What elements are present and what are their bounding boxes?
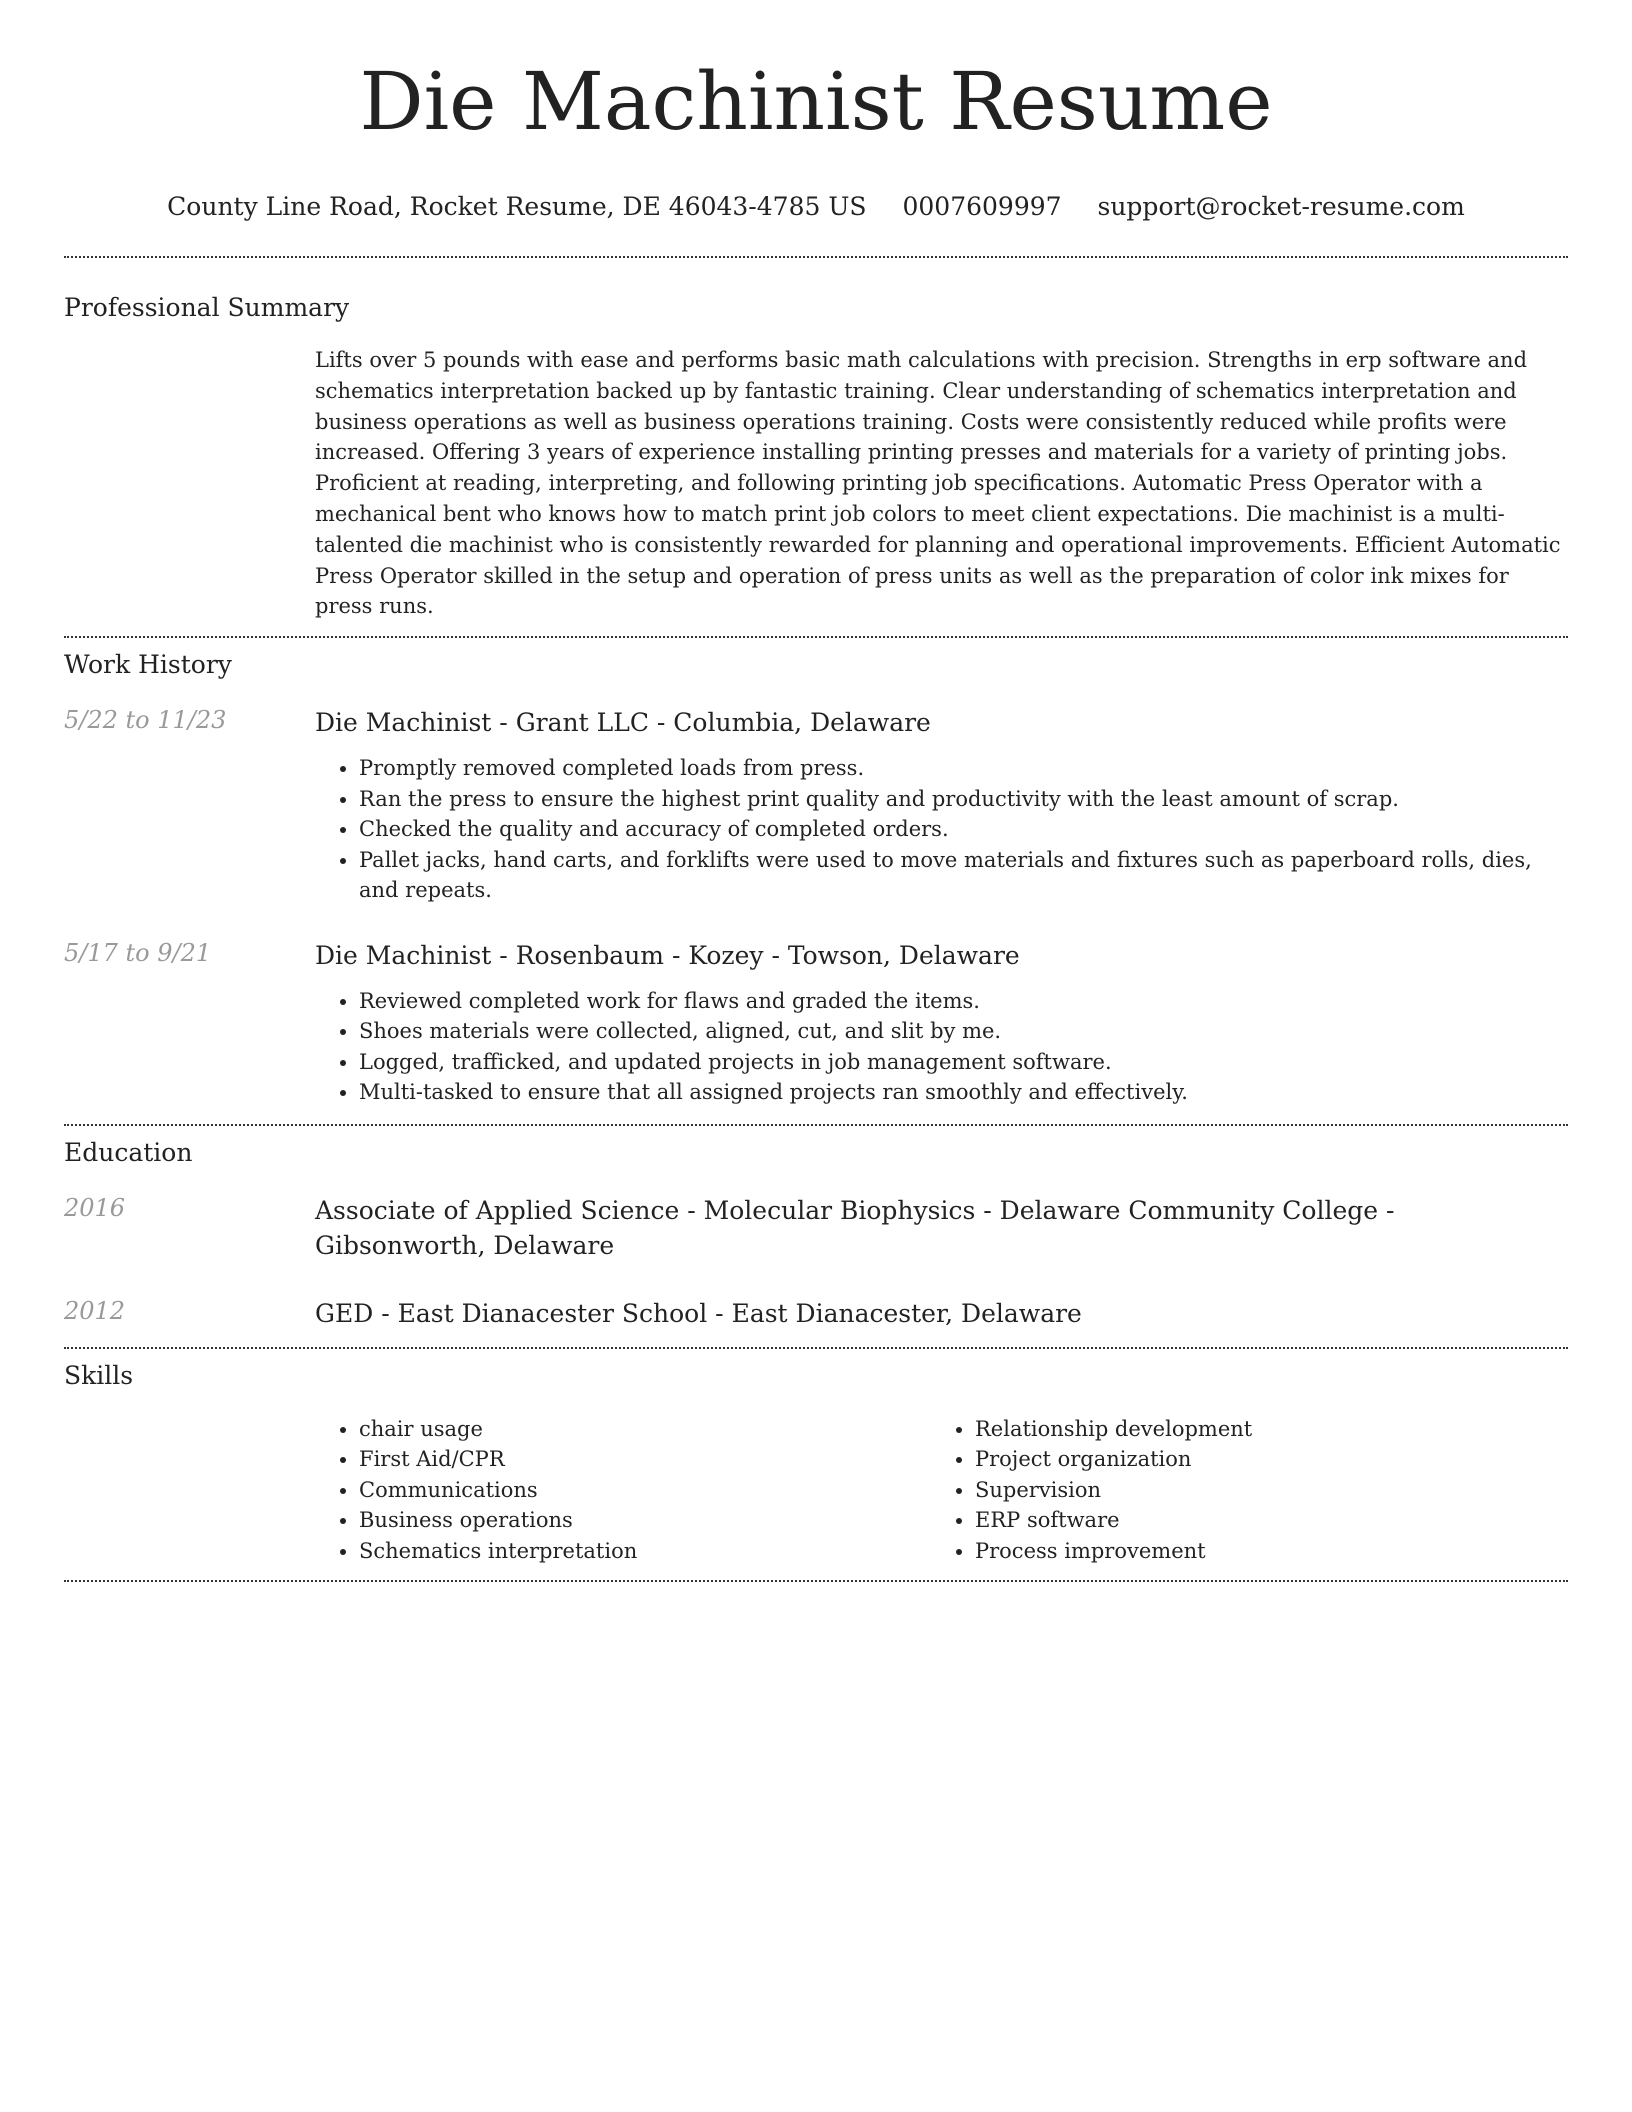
skill-item: • chair usage [359, 1414, 931, 1445]
work-section [64, 638, 1568, 1108]
resume-title: Die Machinist Resume [359, 55, 1273, 148]
skill-item: • Relationship development [975, 1414, 1547, 1445]
job-bullets [315, 753, 1568, 906]
job-dates: 5/17 to 9/21 [64, 938, 212, 967]
skill-item: • Business operations [359, 1505, 931, 1536]
education-entry [64, 1296, 1568, 1331]
education-heading: Education [64, 1137, 193, 1167]
education-year: 2012 [64, 1296, 126, 1325]
job-bullets [315, 986, 1568, 1108]
skills-section [64, 1349, 1568, 1567]
summary-heading: Professional Summary [64, 293, 350, 322]
education-year: 2016 [64, 1193, 126, 1222]
job-dates: 5/22 to 11/23 [64, 706, 227, 735]
skills-list-left [315, 1414, 931, 1567]
education-entry [64, 1193, 1568, 1263]
skills-heading: Skills [64, 1360, 134, 1390]
skill-item: • First Aid/CPR [359, 1444, 931, 1475]
summary-section [64, 258, 1568, 622]
contact-line [64, 192, 1568, 222]
skill-item: • Process improvement [975, 1536, 1547, 1567]
list-item: • Ran the press to ensure the highest print quality and productivity with the least amount of scrap. [359, 784, 1568, 815]
list-item: • Shoes materials were collected, aligned, cut, and slit by me. [359, 1016, 1568, 1047]
education-title: Associate of Applied Science - Molecular Biophysics - Delaware Community College - Gibsonworth, Delaware [315, 1195, 1395, 1260]
education-section [64, 1126, 1568, 1331]
education-title: GED - East Dianacester School - East Dianacester, Delaware [315, 1298, 1082, 1328]
work-heading: Work History [64, 650, 232, 680]
job-entry [64, 938, 1568, 1108]
skills-list-right [931, 1414, 1547, 1567]
skills-columns [315, 1414, 1568, 1567]
list-item: • Promptly removed completed loads from press. [359, 753, 1568, 784]
list-item: • Multi-tasked to ensure that all assigned projects ran smoothly and effectively. [359, 1077, 1568, 1108]
contact-phone: 0007609997 [902, 192, 1062, 221]
contact-email: support@rocket-resume.com [1097, 192, 1465, 221]
list-item: • Logged, trafficked, and updated projects in job management software. [359, 1047, 1568, 1078]
skills-divider [64, 1580, 1568, 1582]
list-item: • Reviewed completed work for flaws and graded the items. [359, 986, 1568, 1017]
contact-address: County Line Road, Rocket Resume, DE 46043-4785 US [167, 192, 867, 221]
summary-text: Lifts over 5 pounds with ease and performs basic math calculations with precision. Strengths in erp software and schematics interpretation backed up by fantastic training. Clear understanding of schematics interpretation and business operations as well as business operations training. Costs were consistently reduced while profits were increased. Offering 3 years of experience installing printing presses and materials for a variety of printing jobs. Proficient at reading, interpreting, and following printing job specifications. Automatic Press Operator with a mechanical bent who knows how to match print job colors to meet client expectations. Die machinist is a multi-talented die machinist who is consistently rewarded for planning and operational improvements. Efficient Automatic Press Operator skilled in the setup and operation of press units as well as the preparation of color ink mixes for press runs. [315, 348, 1561, 619]
skill-item: • ERP software [975, 1505, 1547, 1536]
skill-item: • Communications [359, 1475, 931, 1506]
skill-item: • Project organization [975, 1444, 1547, 1475]
job-entry [64, 705, 1568, 906]
skill-item: • Supervision [975, 1475, 1547, 1506]
job-title: Die Machinist - Rosenbaum - Kozey - Towson, Delaware [315, 940, 1020, 970]
job-title: Die Machinist - Grant LLC - Columbia, Delaware [315, 708, 931, 738]
list-item: • Pallet jacks, hand carts, and forklifts were used to move materials and fixtures such as paperboard rolls, dies, and repeats. [359, 845, 1568, 906]
skill-item: • Schematics interpretation [359, 1536, 931, 1567]
list-item: • Checked the quality and accuracy of completed orders. [359, 814, 1568, 845]
